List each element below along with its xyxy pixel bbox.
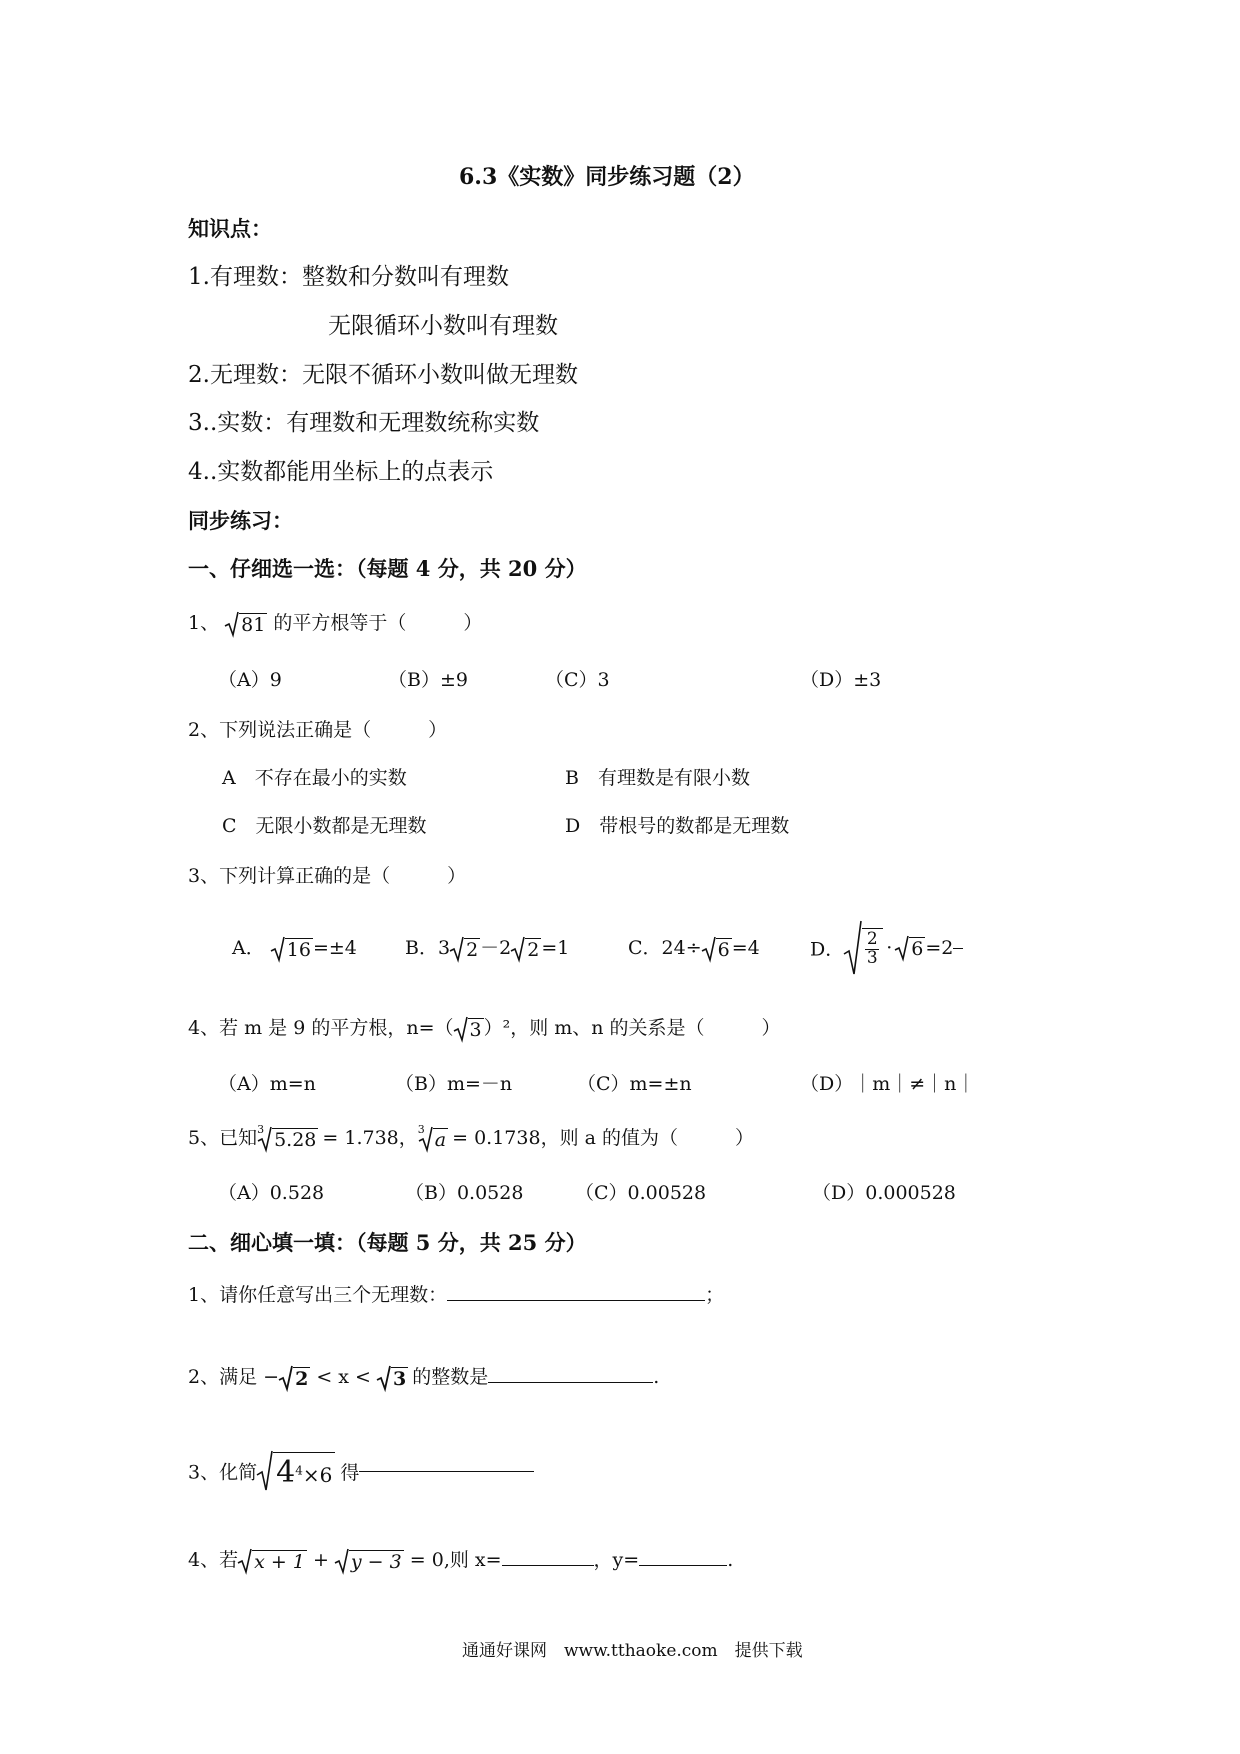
q2-option-d: D 带根号的数都是无理数 xyxy=(565,815,790,837)
q4-pre: 4、若 m 是 9 的平方根，n=（ xyxy=(188,1017,454,1039)
s2q3-exponent: 4 xyxy=(295,1463,303,1478)
q3-b-mid: －2 xyxy=(480,937,512,959)
q3-b-sqrt-2 xyxy=(511,936,541,962)
q4-option-d: （D）｜m｜≠｜n｜ xyxy=(800,1073,976,1095)
q5-pre: 5、已知 xyxy=(188,1127,258,1149)
s1-question-1 xyxy=(188,608,482,637)
q3-d-fraction xyxy=(865,931,879,968)
q3-d-denominator: 3 xyxy=(866,948,878,968)
q3-c-radicand: 6 xyxy=(717,938,730,961)
q5-option-b: （B）0.0528 xyxy=(405,1182,524,1204)
q5-eq1: = 1.738 xyxy=(322,1127,399,1149)
knowledge-heading: 知识点： xyxy=(188,216,272,241)
s1-question-5 xyxy=(188,1123,754,1152)
s2q4-sqrt-1 xyxy=(238,1548,307,1574)
s2q4-radicand-2: y − 3 xyxy=(350,1550,402,1573)
q1-option-c: （C）3 xyxy=(545,669,610,691)
s2q4-sqrt-2 xyxy=(335,1548,404,1574)
s2q2-pre: 2、满足 − xyxy=(188,1366,280,1388)
s2q1-end: ； xyxy=(705,1284,725,1306)
q3-d-sqrt-frac xyxy=(844,920,883,976)
q1-radicand: 81 xyxy=(241,613,266,636)
practice-heading: 同步练习： xyxy=(188,508,293,533)
s2q3-answer-blank[interactable] xyxy=(359,1471,534,1472)
s2q2-post: 的整数是 xyxy=(412,1366,489,1388)
s2q1-text: 1、请你任意写出三个无理数： xyxy=(188,1284,448,1306)
q5-cbrt-1 xyxy=(257,1122,318,1152)
s2q4-end: . xyxy=(727,1549,734,1571)
q3-b-radicand-2: 2 xyxy=(527,938,540,961)
s1-question-4 xyxy=(188,1013,781,1042)
s1-question-3: 3、下列计算正确的是（ ） xyxy=(188,865,467,887)
q3-option-c xyxy=(628,933,760,962)
s2-question-4 xyxy=(188,1545,733,1574)
q3-d-numerator: 2 xyxy=(866,929,878,950)
q3-b-rest: =1 xyxy=(541,937,570,959)
q3-option-b xyxy=(405,933,569,962)
q1-text: 的平方根等于（ ） xyxy=(273,612,483,634)
q4-sqrt xyxy=(454,1016,484,1042)
s2q2-radicand-2: 3 xyxy=(393,1367,407,1390)
page-title: 6.3《实数》同步练习题（2） xyxy=(459,164,755,190)
q5-cbrt-2 xyxy=(417,1122,448,1152)
section2-heading: 二、细心填一填：（每题 5 分，共 25 分） xyxy=(188,1230,587,1255)
s2q3-pre: 3、化简 xyxy=(188,1461,258,1484)
s2q2-mid: < x < xyxy=(310,1366,378,1388)
s2q4-then: ,则 x= xyxy=(443,1549,502,1571)
q5-option-a: （A）0.528 xyxy=(218,1182,325,1204)
q3-a-radicand: 16 xyxy=(286,938,311,961)
q3-b-label: B．3 xyxy=(405,937,451,959)
q4-post: ）²，则 m、n 的关系是（ ） xyxy=(483,1017,781,1039)
s2q2-sqrt-2 xyxy=(377,1365,408,1391)
s2-question-3 xyxy=(188,1450,534,1492)
q5-index-1: 3 xyxy=(257,1122,265,1136)
knowledge-item-2: 2.无理数：无限不循环小数叫做无理数 xyxy=(188,362,578,388)
q3-d-radicand: 6 xyxy=(911,937,924,960)
s2q3-times: ×6 xyxy=(302,1463,333,1487)
q3-c-rest: =4 xyxy=(731,937,760,959)
q3-option-d xyxy=(810,920,963,976)
q4-radicand: 3 xyxy=(469,1018,482,1041)
q5-radicand-2: a xyxy=(434,1128,447,1151)
q1-number: 1、 xyxy=(188,612,220,634)
s2q3-base: 4 xyxy=(276,1455,296,1490)
q3-a-rest: =±4 xyxy=(312,937,357,959)
q1-sqrt xyxy=(225,611,267,637)
s2q2-sqrt-1 xyxy=(279,1365,310,1391)
s2q4-eq: = 0 xyxy=(403,1549,444,1571)
q3-b-sqrt-1 xyxy=(450,936,480,962)
q3-d-label: D． xyxy=(810,938,845,961)
s2q3-sqrt xyxy=(257,1450,335,1492)
section1-heading: 一、仔细选一选：（每题 4 分，共 20 分） xyxy=(188,556,587,581)
q3-c-label: C．24÷ xyxy=(628,937,702,959)
q5-option-d: （D）0.000528 xyxy=(812,1182,956,1204)
s2-question-2: 2、下列说法正确是（ ） xyxy=(188,719,448,741)
page-footer: 通通好课网 www.tthaoke.com 提供下载 xyxy=(462,1641,803,1661)
knowledge-item-1b: 无限循环小数叫有理数 xyxy=(328,313,558,339)
q2-option-a: A 不存在最小的实数 xyxy=(222,767,407,789)
q3-a-sqrt xyxy=(271,936,313,962)
q3-d-sqrt xyxy=(895,935,925,961)
q4-option-a: （A）m=n xyxy=(218,1073,316,1095)
q5-option-c: （C）0.00528 xyxy=(575,1182,707,1204)
q5-radicand-1: 5.28 xyxy=(274,1128,317,1151)
s2q4-pre: 4、若 xyxy=(188,1549,239,1571)
q5-index-2: 3 xyxy=(417,1122,425,1136)
q3-option-a xyxy=(232,933,357,962)
s2-question-1 xyxy=(188,1280,724,1307)
s2q3-post: 得 xyxy=(340,1461,360,1484)
q3-b-radicand-1: 2 xyxy=(466,938,479,961)
q3-d-dot: · xyxy=(886,937,893,959)
knowledge-item-1: 1.有理数：整数和分数叫有理数 xyxy=(188,264,509,290)
s2q4-y-blank[interactable] xyxy=(639,1565,727,1566)
q4-option-c: （C）m=±n xyxy=(577,1073,692,1095)
q5-sep: ， xyxy=(398,1127,418,1149)
q2-option-c: C 无限小数都是无理数 xyxy=(222,815,427,837)
q2-option-b: B 有理数是有限小数 xyxy=(565,767,750,789)
s2q1-answer-blank[interactable] xyxy=(447,1300,705,1301)
q3-a-label: A． xyxy=(232,937,265,959)
q5-post: ，则 a 的值为（ ） xyxy=(540,1127,754,1149)
s2q2-answer-blank[interactable] xyxy=(488,1382,653,1383)
q1-option-a: （A）9 xyxy=(218,669,282,691)
s2q4-radicand-1: x + 1 xyxy=(254,1550,305,1573)
q1-option-d: （D）±3 xyxy=(800,669,882,691)
s2q4-x-blank[interactable] xyxy=(502,1565,594,1566)
q4-option-b: （B）m=－n xyxy=(395,1073,513,1095)
s2q4-comma: ，y= xyxy=(593,1549,640,1571)
q5-eq2: = 0.1738 xyxy=(452,1127,541,1149)
q1-option-b: （B）±9 xyxy=(388,669,468,691)
knowledge-item-3: 3..实数：有理数和无理数统称实数 xyxy=(188,410,540,436)
q3-c-sqrt xyxy=(702,936,732,962)
s2q4-plus: + xyxy=(306,1549,335,1571)
s2q2-end: . xyxy=(653,1366,660,1388)
knowledge-item-4: 4..实数都能用坐标上的点表示 xyxy=(188,459,494,485)
s2-question-2 xyxy=(188,1362,659,1391)
s2q2-radicand-1: 2 xyxy=(295,1367,309,1390)
q3-d-rest: =2 xyxy=(925,937,954,959)
